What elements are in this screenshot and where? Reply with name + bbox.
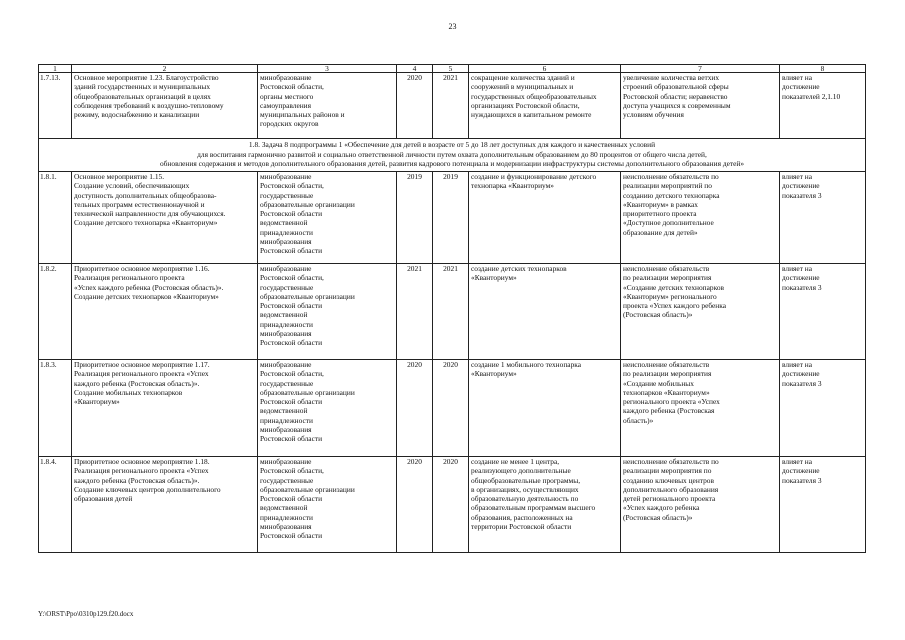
responsible-executor: минобразование Ростовской области, государственные образовательные организации Ростовской области ведомственной принадлежности минобразования Ростовской области [258, 172, 397, 264]
task-header-row [39, 139, 866, 172]
row-number: 1.8.2. [39, 264, 72, 360]
column-number: 7 [621, 65, 780, 73]
start-year: 2019 [397, 172, 433, 264]
activity-name: Основное мероприятие 1.15. Создание условий, обеспечивающих доступность дополнительных общеобразова- тельных программ естественнонаучной и технической направленности для обучающихся. Создание детского технопарка «Кванториум» [72, 172, 258, 264]
column-number: 1 [39, 65, 72, 73]
end-year: 2020 [433, 457, 469, 553]
table-row [39, 360, 866, 457]
end-year: 2020 [433, 360, 469, 457]
start-year: 2020 [397, 73, 433, 139]
start-year: 2020 [397, 457, 433, 553]
column-number: 2 [72, 65, 258, 73]
table-row [39, 73, 866, 139]
responsible-executor: минобразование Ростовской области, государственные образовательные организации Ростовской области ведомственной принадлежности минобразования Ростовской области [258, 457, 397, 553]
page-number: 23 [448, 22, 457, 31]
expected-result: создание 1 мобильного технопарка «Кванториум» [469, 360, 621, 457]
activity-name: Приоритетное основное мероприятие 1.17. Реализация регионального проекта «Успех каждого ребенка (Ростовская область)». Создание мобильных технопарков «Кванториум» [72, 360, 258, 457]
non-implementation-consequence: увеличение количества ветхих строений образовательной сферы Ростовской области; неравенство доступа учащихся к современным условиям обучения [621, 73, 780, 139]
column-number: 3 [258, 65, 397, 73]
non-implementation-consequence: неисполнение обязательств по реализации мероприятия «Создание детских технопарков «Кванториум» регионального проекта «Успех каждого ребенка (Ростовская область)» [621, 264, 780, 360]
responsible-executor: минобразование Ростовской области, государственные образовательные организации Ростовской области ведомственной принадлежности минобразования Ростовской области [258, 264, 397, 360]
start-year: 2020 [397, 360, 433, 457]
expected-result: создание детских технопарков «Кванториум» [469, 264, 621, 360]
row-number: 1.8.3. [39, 360, 72, 457]
start-year: 2021 [397, 264, 433, 360]
task-heading: 1.8. Задача 8 подпрограммы 1 «Обеспечение для детей в возрасте от 5 до 18 лет доступных для каждого и качественных условий для воспитания гармонично развитой и социально ответственной личности путем охвата дополнительным образованием до 80 процентов от общего числа детей, обновления содержания и методов дополнительного образования детей, развития кадрового потенциала и модернизации инфраструктуры системы дополнительного образования детей» [39, 139, 866, 172]
column-number: 8 [780, 65, 866, 73]
activity-name: Приоритетное основное мероприятие 1.18. Реализация регионального проекта «Успех каждого ребенка (Ростовская область)». Создание ключевых центров дополнительного образования детей [72, 457, 258, 553]
non-implementation-consequence: неисполнение обязательств по реализации мероприятия «Создание мобильных технопарков «Кванториум» регионального проекта «Успех каждого ребенка (Ростовская область)» [621, 360, 780, 457]
indicator-link: влияет на достижение показателей 2,1.10 [780, 73, 866, 139]
document-file-path: Y:\ORST\Ppo\0310p129.f20.docx [38, 610, 134, 618]
table-row [39, 172, 866, 264]
indicator-link: влияет на достижение показателя 3 [780, 457, 866, 553]
activity-name: Основное мероприятие 1.23. Благоустройство зданий государственных и муниципальных общеобразовательных организаций в целях соблюдения требований к воздушно-тепловому режиму, водоснабжению и канализации [72, 73, 258, 139]
responsible-executor: минобразование Ростовской области, органы местного самоуправления муниципальных районов и городских округов [258, 73, 397, 139]
table-row [39, 457, 866, 553]
expected-result: создание и функционирование детского технопарка «Кванториум» [469, 172, 621, 264]
indicator-link: влияет на достижение показателя 3 [780, 264, 866, 360]
table-row [39, 264, 866, 360]
column-number: 4 [397, 65, 433, 73]
indicator-link: влияет на достижение показателя 3 [780, 172, 866, 264]
end-year: 2021 [433, 73, 469, 139]
end-year: 2019 [433, 172, 469, 264]
row-number: 1.8.4. [39, 457, 72, 553]
non-implementation-consequence: неисполнение обязательств по реализации мероприятий по созданию детского технопарка «Кванториум» в рамках приоритетного проекта «Доступное дополнительное образование для детей» [621, 172, 780, 264]
expected-result: создание не менее 1 центра, реализующего дополнительные общеобразовательные программы, в организациях, осуществляющих образовательную деятельность по образовательным программам высшего образования, расположенных на территории Ростовской области [469, 457, 621, 553]
responsible-executor: минобразование Ростовской области, государственные образовательные организации Ростовской области ведомственной принадлежности минобразования Ростовской области [258, 360, 397, 457]
column-number: 6 [469, 65, 621, 73]
column-number-row [39, 65, 866, 73]
row-number: 1.7.13. [39, 73, 72, 139]
activity-name: Приоритетное основное мероприятие 1.16. Реализация регионального проекта «Успех каждого ребенка (Ростовская область)». Создание детских технопарков «Кванториум» [72, 264, 258, 360]
indicator-link: влияет на достижение показателя 3 [780, 360, 866, 457]
column-number: 5 [433, 65, 469, 73]
end-year: 2021 [433, 264, 469, 360]
non-implementation-consequence: неисполнение обязательств по реализации мероприятия по созданию ключевых центров дополнительного образования детей регионального проекта «Успех каждого ребенка (Ростовская область)» [621, 457, 780, 553]
program-activities-table [38, 64, 866, 553]
row-number: 1.8.1. [39, 172, 72, 264]
expected-result: сокращение количества зданий и сооружений в муниципальных и государственных общеобразовательных организациях Ростовской области, нуждающихся в капитальном ремонте [469, 73, 621, 139]
